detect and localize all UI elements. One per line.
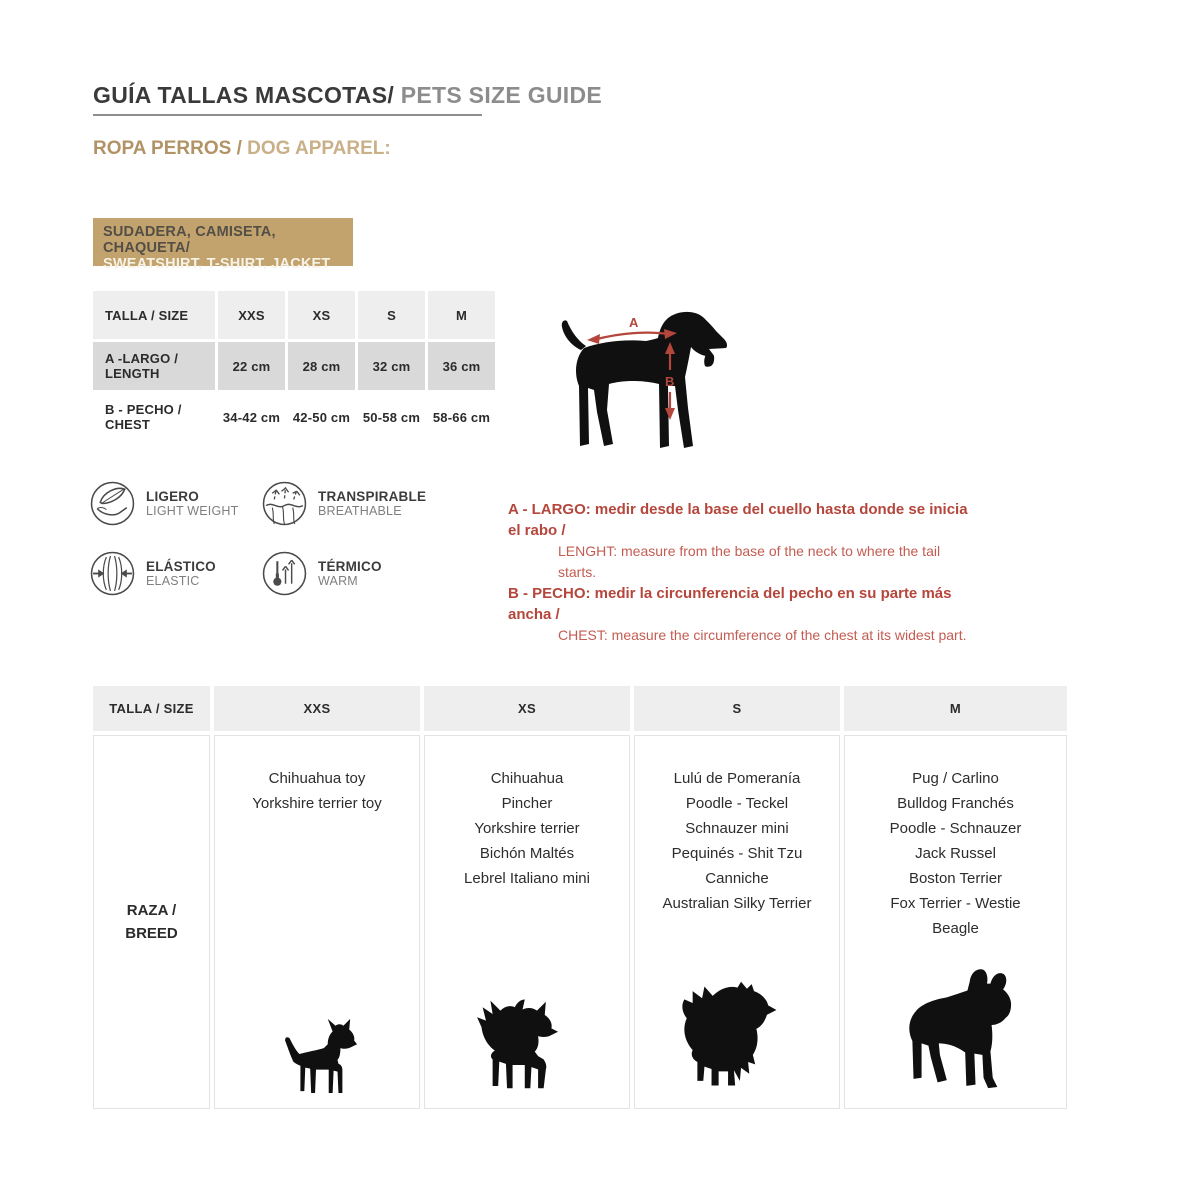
breed-table-header-m: M xyxy=(844,686,1067,731)
breed-table-header-xxs: XXS xyxy=(214,686,420,731)
measuring-instructions xyxy=(508,499,968,646)
length-xxs-value: 22 cm xyxy=(218,342,285,390)
length-row-label: A -LARGO / LENGTH xyxy=(93,342,215,390)
feature-name: LIGERO xyxy=(146,489,199,504)
note-b-text: medir la circunferencia del pecho en su parte más ancha / xyxy=(508,585,952,623)
long-haired-chihuahua-silhouette xyxy=(466,995,588,1095)
feature-subname: ELASTIC xyxy=(146,574,200,588)
arrow-b-label: B xyxy=(665,374,675,389)
page-title-spanish: GUÍA TALLAS MASCOTAS/ xyxy=(93,82,395,108)
feature-subname: LIGHT WEIGHT xyxy=(146,504,239,518)
breed-list-xs: Chihuahua Pincher Yorkshire terrier Bichón Maltés Lebrel Italiano mini xyxy=(464,770,590,887)
chest-s-value: 50-58 cm xyxy=(358,393,425,441)
breed-row-label xyxy=(93,735,210,1109)
chest-arrow-b xyxy=(665,342,675,420)
breed-cell-xxs xyxy=(214,735,420,1109)
chest-row-label: B - PECHO / CHEST xyxy=(93,393,215,441)
breed-list-xxs: Chihuahua toy Yorkshire terrier toy xyxy=(252,770,382,812)
feather-hand-icon xyxy=(90,481,135,526)
feature-breathable xyxy=(262,481,426,526)
note-a-spanish xyxy=(508,499,968,541)
feature-warm xyxy=(262,551,382,596)
garment-category-spanish: SUDADERA, CAMISETA, CHAQUETA/ xyxy=(103,224,276,256)
note-a-english: LENGHT: measure from the base of the neck to where the tail starts. xyxy=(558,543,941,580)
note-a-text: medir desde la base del cuello hasta donde se inicia el rabo / xyxy=(508,501,968,539)
section-subtitle xyxy=(93,138,391,160)
feature-subname: WARM xyxy=(318,574,358,588)
garment-category-banner xyxy=(93,218,353,272)
breed-row-label-spanish: RAZA / xyxy=(126,902,177,919)
page-title xyxy=(93,82,602,109)
subtitle-spanish: ROPA PERROS / xyxy=(93,138,242,159)
title-underline xyxy=(93,114,482,116)
page-title-english: PETS SIZE GUIDE xyxy=(394,82,603,108)
breed-list-m: Pug / Carlino Bulldog Franchés Poodle - Schnauzer Jack Russel Boston Terrier Fox Terrier - Westie Beagle xyxy=(889,770,1022,937)
breed-table-header-xs: XS xyxy=(424,686,630,731)
note-b-label: B - PECHO: xyxy=(508,585,591,602)
note-b-english: CHEST: measure the circumference of the chest at its widest part. xyxy=(558,627,967,643)
thermometer-icon xyxy=(262,551,307,596)
breed-cell-s xyxy=(634,735,840,1109)
size-table-header-xs: XS xyxy=(288,291,355,339)
breed-row-label-english: BREED xyxy=(125,925,178,942)
size-table-header-m: M xyxy=(428,291,495,339)
subtitle-english: DOG APPAREL: xyxy=(241,138,391,159)
note-b-spanish xyxy=(508,583,968,625)
chihuahua-silhouette xyxy=(267,1013,367,1095)
feature-lightweight xyxy=(90,481,238,526)
breed-list-s: Lulú de Pomeranía Poodle - Teckel Schnauzer mini Pequinés - Shit Tzu Canniche Australian Silky Terrier xyxy=(662,770,812,912)
size-table-header-s: S xyxy=(358,291,425,339)
length-xs-value: 28 cm xyxy=(288,342,355,390)
note-a-label: A - LARGO: xyxy=(508,501,591,518)
size-measurements-table xyxy=(93,291,495,441)
breed-table-header-label: TALLA / SIZE xyxy=(93,686,210,731)
size-table-header-xxs: XXS xyxy=(218,291,285,339)
chest-xs-value: 42-50 cm xyxy=(288,393,355,441)
size-table-header-label: TALLA / SIZE xyxy=(93,291,215,339)
chest-xxs-value: 34-42 cm xyxy=(218,393,285,441)
measuring-dog-diagram xyxy=(550,298,762,458)
breed-cell-xs xyxy=(424,735,630,1109)
chest-m-value: 58-66 cm xyxy=(428,393,495,441)
french-bulldog-silhouette xyxy=(885,963,1027,1095)
arrow-a-label: A xyxy=(629,315,639,330)
breathable-fabric-icon xyxy=(262,481,307,526)
feature-elastic xyxy=(90,551,216,596)
feature-subname: BREATHABLE xyxy=(318,504,402,518)
length-m-value: 36 cm xyxy=(428,342,495,390)
length-s-value: 32 cm xyxy=(358,342,425,390)
breed-cell-m xyxy=(844,735,1067,1109)
feature-name: TRANSPIRABLE xyxy=(318,489,427,504)
garment-category-english: SWEATSHIRT, T-SHIRT, JACKET xyxy=(103,256,331,272)
breed-size-table xyxy=(93,686,1067,1109)
feature-name: TÉRMICO xyxy=(318,559,382,574)
breed-table-header-s: S xyxy=(634,686,840,731)
pomeranian-silhouette xyxy=(665,977,810,1095)
feature-name: ELÁSTICO xyxy=(146,559,216,574)
elastic-compress-icon xyxy=(90,551,135,596)
measuring-dog-silhouette xyxy=(550,298,762,458)
